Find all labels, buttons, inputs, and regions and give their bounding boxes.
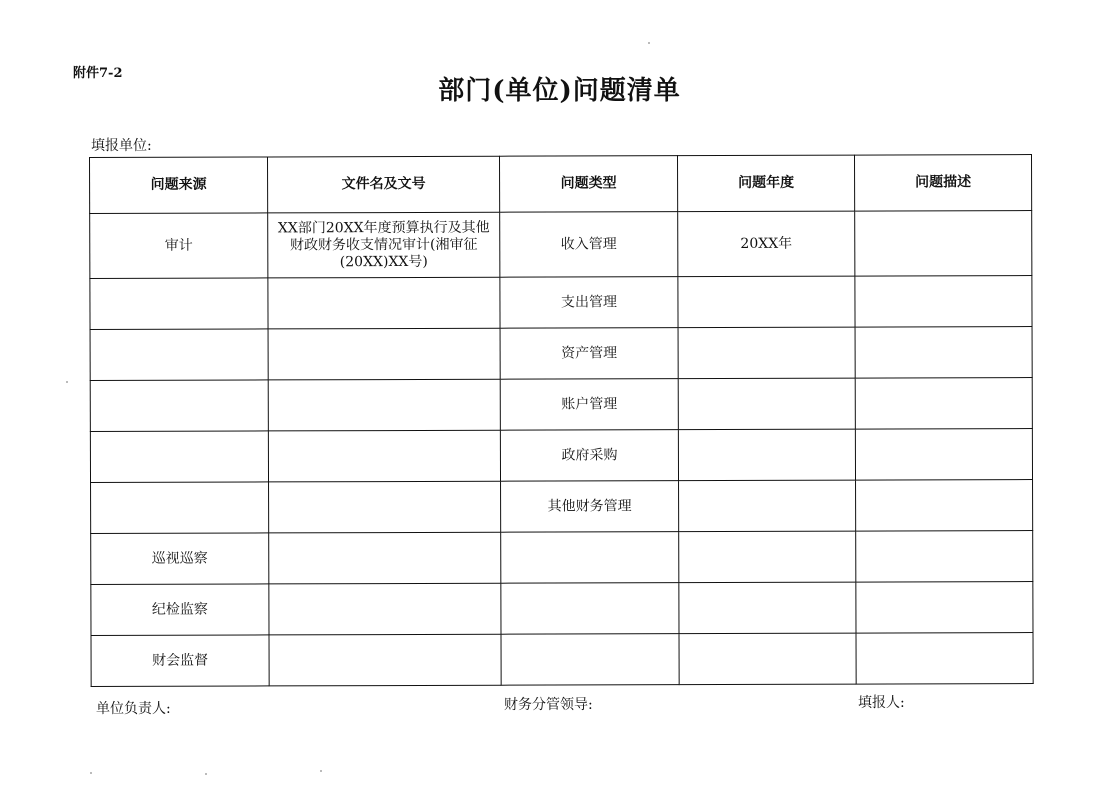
cell-description (855, 276, 1032, 328)
cell-year (679, 582, 856, 634)
cell-type (501, 532, 679, 584)
table-row (90, 378, 1032, 432)
cell-description (856, 531, 1033, 583)
table-row (90, 429, 1032, 483)
table-row (90, 211, 1032, 279)
cell-source (90, 278, 268, 330)
cell-type: 收入管理 (500, 212, 678, 278)
table-row (91, 480, 1033, 534)
cell-document: XX部门20XX年度预算执行及其他财政财务收支情况审计(湘审征(20XX)XX号) (268, 212, 500, 278)
cell-source: 巡视巡察 (91, 533, 269, 585)
cell-year (678, 276, 855, 328)
scan-speck (320, 770, 322, 772)
cell-source (91, 482, 269, 534)
attachment-label: 附件7-2 (73, 66, 123, 81)
cell-year (679, 633, 856, 685)
cell-document (269, 532, 501, 584)
cell-document (269, 583, 501, 635)
issue-list-table (89, 154, 1034, 687)
cell-type (501, 583, 679, 635)
table-row (90, 327, 1032, 381)
header-issue-type: 问题类型 (499, 156, 677, 213)
header-document-name: 文件名及文号 (268, 156, 500, 213)
scan-speck (66, 381, 68, 383)
cell-source: 纪检监察 (91, 584, 269, 636)
cell-year (678, 327, 855, 379)
table-row (91, 582, 1033, 636)
cell-year (678, 429, 855, 481)
unit-leader-label: 单位负责人: (96, 701, 171, 717)
cell-description (855, 429, 1032, 481)
cell-document (268, 277, 500, 329)
scan-speck (90, 772, 92, 774)
cell-document (268, 379, 500, 431)
cell-type: 资产管理 (500, 328, 678, 380)
cell-document (268, 328, 500, 380)
cell-year (679, 480, 856, 532)
cell-type (501, 634, 679, 686)
fill-unit-label: 填报单位: (91, 138, 152, 154)
cell-type: 政府采购 (500, 430, 678, 482)
cell-description (856, 480, 1033, 532)
cell-description (855, 327, 1032, 379)
scan-speck (648, 42, 650, 44)
header-issue-description: 问题描述 (854, 155, 1031, 212)
filler-label: 填报人: (858, 695, 905, 711)
cell-source (90, 380, 268, 432)
cell-source: 财会监督 (91, 635, 269, 687)
cell-source (90, 329, 268, 381)
cell-source (90, 431, 268, 483)
table-header-row (90, 155, 1032, 214)
cell-document (268, 430, 500, 482)
cell-document (269, 481, 501, 533)
table-row (91, 633, 1033, 687)
cell-description (856, 633, 1033, 685)
page-title: 部门(单位)问题清单 (438, 76, 681, 106)
header-issue-year: 问题年度 (677, 155, 854, 212)
header-issue-source: 问题来源 (90, 157, 268, 214)
cell-description (856, 582, 1033, 634)
cell-year: 20XX年 (678, 211, 855, 277)
cell-description (855, 378, 1032, 430)
cell-type: 其他财务管理 (501, 481, 679, 533)
cell-description (855, 211, 1032, 277)
table-row (91, 531, 1033, 585)
cell-type: 账户管理 (500, 379, 678, 431)
cell-year (678, 378, 855, 430)
scan-speck (205, 773, 207, 775)
cell-type: 支出管理 (500, 277, 678, 329)
table-row (90, 276, 1032, 330)
cell-document (269, 634, 501, 686)
finance-leader-label: 财务分管领导: (504, 697, 593, 713)
cell-year (679, 531, 856, 583)
cell-source: 审计 (90, 213, 268, 279)
